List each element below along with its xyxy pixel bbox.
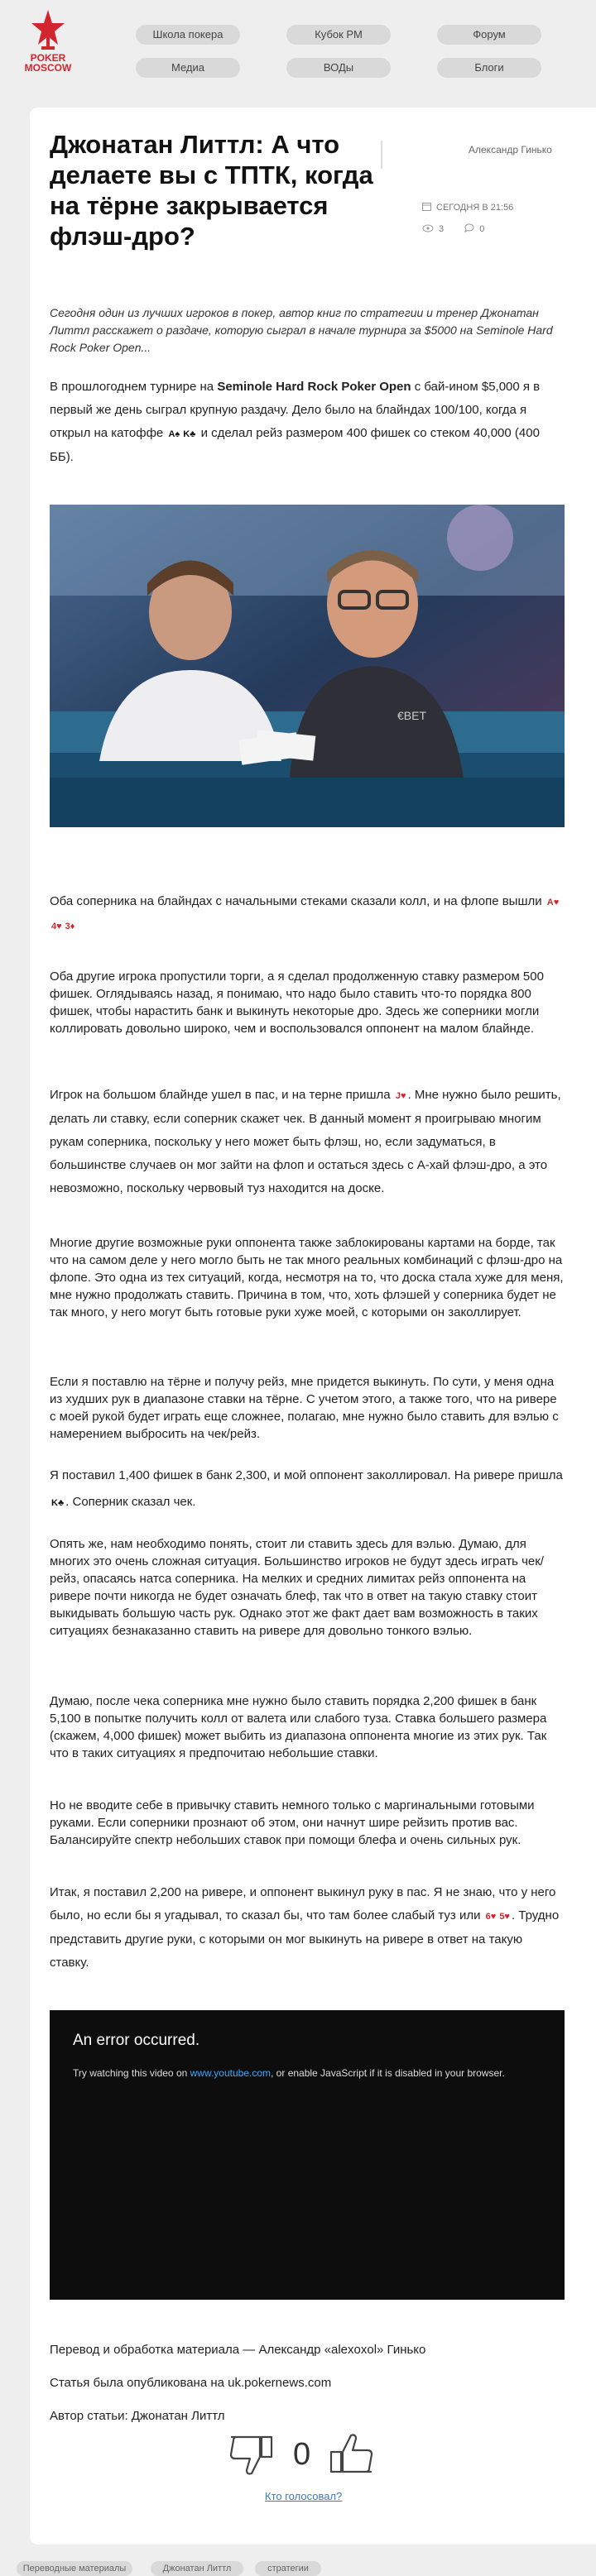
p1-text-start: В прошлогоднем турнире на — [50, 380, 218, 394]
nav-item-media[interactable]: Медиа — [136, 58, 240, 78]
thumbs-up-icon[interactable] — [328, 2432, 374, 2475]
tag-jonathan-little[interactable]: Джонатан Литтл — [151, 2561, 243, 2576]
nav-item-vods[interactable]: ВОДы — [286, 58, 391, 78]
author-name[interactable]: Александр Гинько — [469, 144, 552, 156]
article-photo — [50, 505, 565, 827]
playing-card: J♥ — [395, 1091, 406, 1101]
views-count: 3 — [439, 224, 445, 234]
p1-tournament-link[interactable]: Seminole Hard Rock Poker Open — [217, 380, 411, 394]
article-stats — [422, 223, 484, 234]
video-error-hint — [73, 2066, 536, 2080]
p1-text-end: и сделал рейз размером 400 фишек со стеком 40,000 (400 ББ). — [50, 426, 540, 464]
article-date — [422, 202, 513, 213]
author-divider — [381, 141, 382, 169]
who-voted-link[interactable]: Кто голосовал? — [265, 2490, 343, 2502]
playing-card: 5♥ — [499, 1912, 510, 1922]
nav-item-forum[interactable]: Форум — [437, 25, 541, 45]
paragraph-1 — [50, 376, 565, 469]
star-logo-icon — [31, 8, 65, 51]
paragraph-6: Если я поставлю на тёрне и получу рейз, мне придется выкинуть. По сути, у меня одна из худших рук в диапазоне ставки на тёрне. С учетом этого, а также того, что на ривере с моей рукой будет играть еще сложнее, полагаю, мне нужно было ставить для вэлью с намерением выбросить на чек/рейз. — [50, 1375, 559, 1441]
site-header — [0, 0, 596, 98]
hint-text-start: Try watching this video on — [73, 2067, 190, 2079]
svg-text:€BET: €BET — [397, 709, 427, 722]
paragraph-11 — [50, 1881, 565, 1975]
date-text: СЕГОДНЯ В 21:56 — [436, 203, 514, 213]
nav-item-poker-school[interactable]: Школа покера — [136, 25, 240, 45]
paragraph-10: Но не вводите себе в привычку ставить немного только с маргинальными готовыми руками. Если соперники прознают об этом, они начнут шире рейзить против вас. Балансируйте спектр небольших ставок при помощи блефа и очень сильных рук. — [50, 1798, 535, 1847]
nav-item-blogs[interactable]: Блоги — [437, 58, 541, 78]
youtube-embed[interactable] — [50, 2010, 565, 2300]
video-error-title: An error occurred. — [73, 2032, 200, 2049]
rating-score: 0 — [293, 2437, 311, 2472]
tag-translated-materials[interactable]: Переводные материалы — [17, 2561, 132, 2576]
poker-players-photo — [50, 505, 565, 827]
playing-card: 3♦ — [65, 922, 75, 931]
p11-text-end: . Трудно представить другие руки, с которыми он мог выкинуть на ривере в ответ на такую ставку. — [50, 1908, 560, 1970]
playing-card: 6♥ — [485, 1912, 497, 1922]
comments-count[interactable]: 0 — [479, 224, 485, 234]
translation-credit: Перевод и обработка материала — Александр «alexoxol» Гинько — [50, 2343, 426, 2357]
p2-text: Оба соперника на блайндах с начальными стеками сказали колл, и на флопе вышли — [50, 894, 542, 908]
nav-item-cup[interactable]: Кубок РМ — [286, 25, 391, 45]
logo-text-poker: POKER — [30, 52, 66, 64]
playing-card: A♠ — [168, 429, 180, 439]
playing-card: K♣ — [51, 1498, 65, 1508]
calendar-icon — [422, 202, 431, 211]
thumbs-down-icon[interactable] — [228, 2434, 275, 2477]
p1-text-mid: с бай-ином $5,000 я в первый же день сыграл крупную раздачу. Дело было на блайндах 100/100, когда я открыл на катоффе — [50, 380, 541, 440]
comment-icon — [464, 223, 474, 232]
logo-text-moscow: MOSCOW — [24, 62, 72, 74]
playing-card: 4♥ — [51, 922, 62, 931]
tag-strategies[interactable]: стратегии — [255, 2561, 321, 2576]
article-card — [30, 108, 596, 2545]
playing-card: A♥ — [546, 898, 560, 907]
original-author: Автор статьи: Джонатан Литтл — [50, 2409, 225, 2423]
paragraph-4 — [50, 1084, 565, 1200]
paragraph-7 — [50, 1463, 565, 1516]
youtube-link[interactable]: www.youtube.com — [190, 2067, 272, 2079]
paragraph-2 — [50, 890, 565, 938]
p4-text-end: . Мне нужно было решить, делать ли ставку, если соперник скажет чек. В данный момент я проигрываю многим рукам соперника, поскольку у него может быть флэш, но, если задуматься, в большинстве случаев он мог зайти на флоп и остаться здесь с A-хай флэш-дро, а это невозможно, поскольку червовый туз находится на доске. — [50, 1088, 561, 1195]
p7-text-end: . Соперник сказал чек. — [65, 1495, 196, 1509]
paragraph-8: Опять же, нам необходимо понять, стоит ли ставить здесь для вэлью. Думаю, для многих это очень сложная ситуация. Большинство игроков не будут здесь играть чек/рейз, опасаясь натса соперника. На мелких и средних лимитах рейз оппонента на ривере почти никогда не будет означать блеф, так что в ответ на такую ставку стоит выкидывать большую часть рук. Однако этот же факт дает вам возможность в таких ситуациях безнаказанно ставить на ривере для довольно тонкого вэлью. — [50, 1537, 544, 1638]
article-lead: Сегодня один из лучших игроков в покер, автор книг по стратегии и тренер Джонатан Литтл расскажет о раздаче, которую сыграл в начале турнира за $5000 на Seminole Hard Rock Poker Open... — [50, 306, 553, 354]
article-title: Джонатан Литтл: А что делаете вы с ТПТК, когда на тёрне закрывается флэш-дро? — [50, 130, 373, 251]
rating-widget — [228, 2432, 394, 2482]
playing-card: K♣ — [183, 429, 196, 439]
p4-text-start: Игрок на большом блайнде ушел в пас, и на терне пришла — [50, 1088, 391, 1102]
paragraph-5: Многие другие возможные руки оппонента также заблокированы картами на борде, так что на самом деле у него могло быть не так много реальных комбинаций с флэш-дро на флопе. Это одна из тех ситуаций, когда, несмотря на то, что доска стала хуже для меня, мне нужно продолжать ставить. Причина в том, что, хоть флэшей у соперника будет не так много, у него могут быть готовые руки хуже моей, с которыми он заколлирует. — [50, 1236, 564, 1319]
p7-text-start: Я поставил 1,400 фишек в банк 2,300, и мой оппонент заколлировал. На ривере пришла — [50, 1468, 563, 1482]
hint-text-end: , or enable JavaScript if it is disabled in your browser. — [271, 2067, 505, 2079]
p11-text-start: Итак, я поставил 2,200 на ривере, и оппонент выкинул руку в пас. Я не знаю, что у него было, но если бы я угадывал, то сказал бы, что там более слабый туз или — [50, 1885, 556, 1922]
eye-icon — [422, 224, 434, 232]
source-note: Статья была опубликована на uk.pokernews.com — [50, 2376, 332, 2390]
paragraph-3: Оба другие игрока пропустили торги, а я сделал продолженную ставку размером 500 фишек. Оглядываясь назад, я понимаю, что надо было ставить что-то порядка 800 фишек, чтобы нарастить банк и выкинуть некоторые дро. Здесь же соперники могли коллировать довольно широко, чем и воспользовался оппонент на малом блайнде. — [50, 970, 544, 1036]
paragraph-9: Думаю, после чека соперника мне нужно было ставить порядка 2,200 фишек в банк 5,100 в попытке получить колл от валета или слабого туза. Ставка большего размера (скажем, 4,000 фишек) может выбить из диапазона оппонента многие из этих рук. Так что в таких ситуациях я предпочитаю небольшие ставки. — [50, 1694, 547, 1760]
site-logo[interactable] — [15, 8, 81, 73]
